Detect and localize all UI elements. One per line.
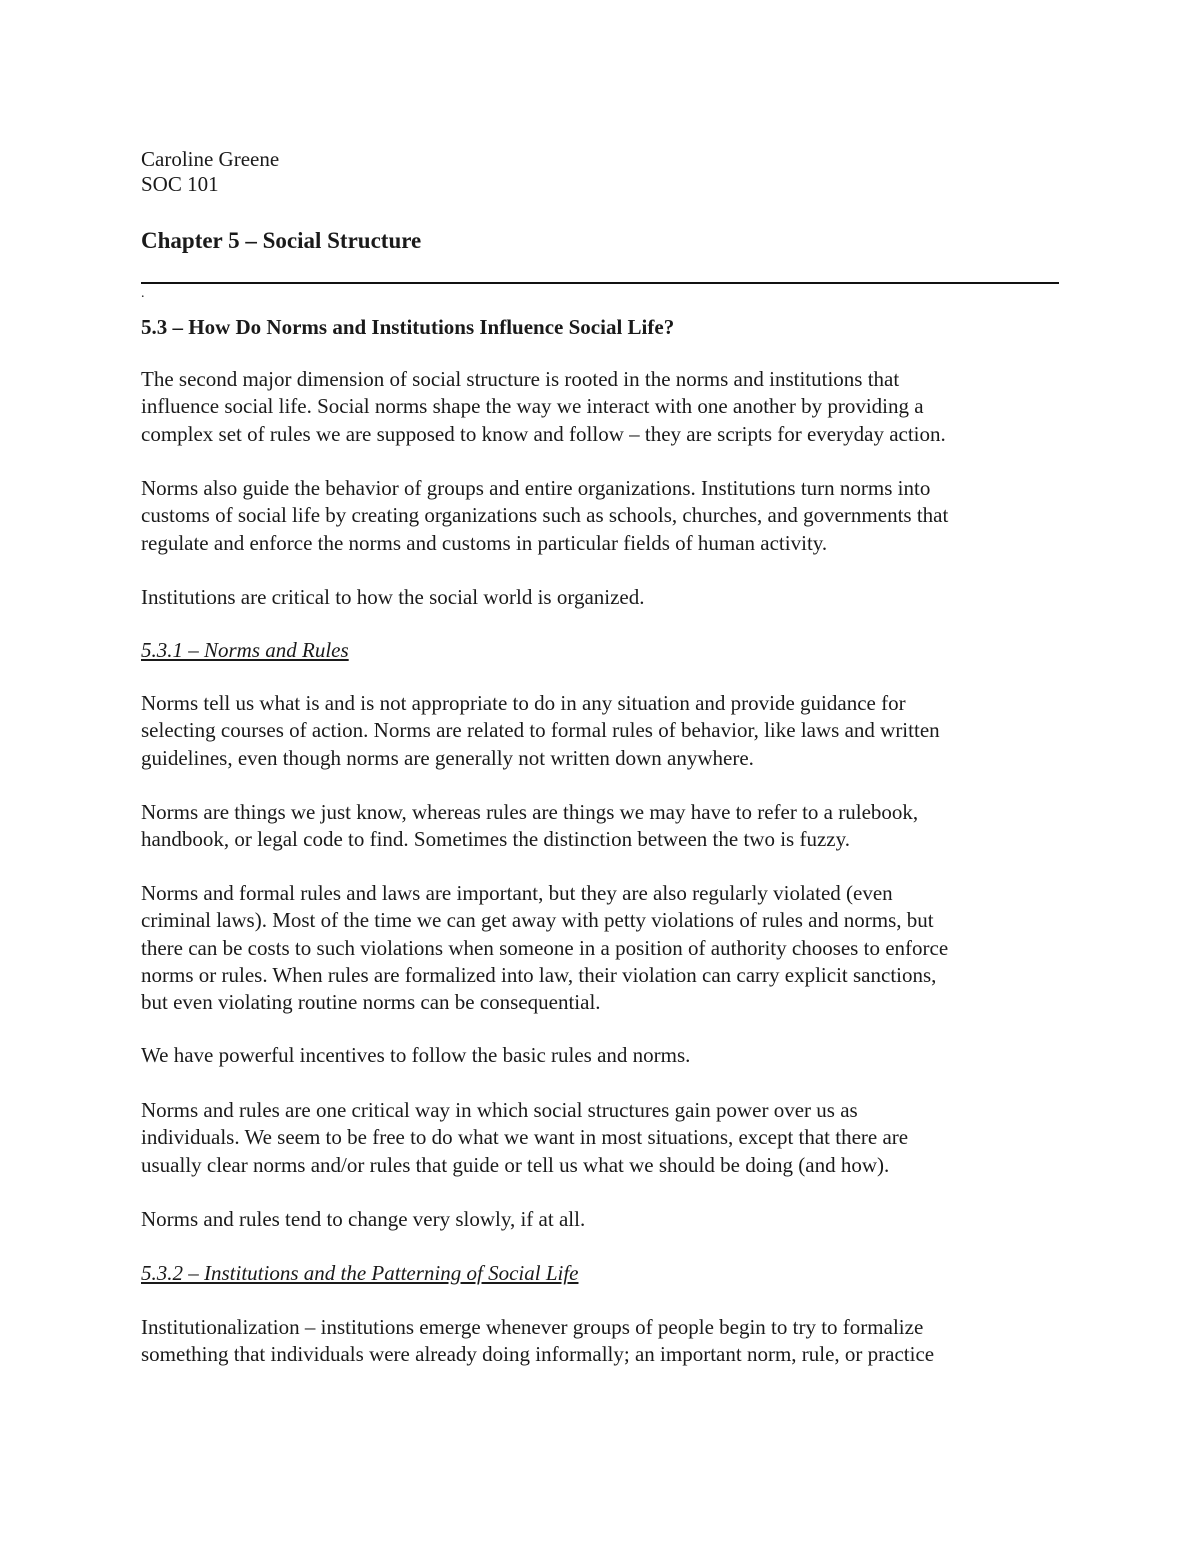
- paragraph-line: something that individuals were already doing informally; an important norm, rule, or practice: [141, 1342, 935, 1367]
- paragraph-8: [141, 1097, 1061, 1179]
- paragraph-line: handbook, or legal code to find. Sometimes the distinction between the two is fuzzy.: [141, 827, 850, 852]
- author-name: Caroline Greene: [141, 147, 280, 171]
- paragraph-10: [141, 1314, 1061, 1369]
- paragraph-line: Institutionalization – institutions emerge whenever groups of people begin to try to formalize: [141, 1315, 924, 1339]
- paragraph-line: individuals. We seem to be free to do what we want in most situations, except that there are: [141, 1125, 909, 1150]
- paragraph-1: [141, 366, 1061, 448]
- paragraph-line: criminal laws). Most of the time we can get away with petty violations of rules and norms, but: [141, 908, 934, 933]
- paragraph-9: [141, 1206, 1061, 1233]
- subsection-heading-institutions: 5.3.2 – Institutions and the Patterning of Social Life: [141, 1261, 579, 1285]
- chapter-title: Chapter 5 – Social Structure: [141, 228, 422, 253]
- paragraph-3: [141, 584, 1061, 611]
- paragraph-line: guidelines, even though norms are generally not written down anywhere.: [141, 745, 754, 770]
- paragraph-line: norms or rules. When rules are formalized into law, their violation can carry explicit sanctions,: [141, 962, 937, 987]
- paragraph-line: influence social life. Social norms shape the way we interact with one another by providing a: [141, 394, 924, 419]
- paragraph-line: usually clear norms and/or rules that guide or tell us what we should be doing (and how).: [141, 1152, 890, 1177]
- paragraph-line: The second major dimension of social structure is rooted in the norms and institutions that: [141, 367, 900, 391]
- paragraph-line: We have powerful incentives to follow the basic rules and norms.: [141, 1043, 691, 1067]
- paragraph-7: [141, 1042, 1061, 1069]
- paragraph-5: [141, 799, 1061, 854]
- paragraph-4: [141, 690, 1061, 772]
- paragraph-line: Norms are things we just know, whereas rules are things we may have to refer to a rulebook,: [141, 800, 919, 824]
- paragraph-line: regulate and enforce the norms and customs in particular fields of human activity.: [141, 530, 828, 555]
- paragraph-line: there can be costs to such violations when someone in a position of authority chooses to enforce: [141, 935, 949, 960]
- paragraph-line: Norms and formal rules and laws are important, but they are also regularly violated (even: [141, 881, 893, 905]
- paragraph-marker: .: [141, 286, 145, 301]
- paragraph-2: [141, 475, 1061, 557]
- paragraph-line: but even violating routine norms can be consequential.: [141, 990, 601, 1015]
- title-divider: [141, 282, 1059, 284]
- paragraph-line: complex set of rules we are supposed to know and follow – they are scripts for everyday action.: [141, 421, 946, 446]
- paragraph-line: Norms and rules tend to change very slowly, if at all.: [141, 1207, 586, 1231]
- subsection-heading-norms-and-rules: 5.3.1 – Norms and Rules: [141, 638, 349, 662]
- paragraph-line: Norms also guide the behavior of groups and entire organizations. Institutions turn norms into: [141, 476, 931, 500]
- section-title: 5.3 – How Do Norms and Institutions Influence Social Life?: [141, 315, 675, 339]
- paragraph-line: customs of social life by creating organizations such as schools, churches, and governments that: [141, 503, 949, 528]
- paragraph-line: selecting courses of action. Norms are related to formal rules of behavior, like laws and written: [141, 718, 940, 743]
- paragraph-line: Institutions are critical to how the social world is organized.: [141, 585, 645, 609]
- paragraph-line: Norms tell us what is and is not appropriate to do in any situation and provide guidance for: [141, 691, 906, 715]
- course-code: SOC 101: [141, 172, 219, 196]
- paragraph-line: Norms and rules are one critical way in which social structures gain power over us as: [141, 1098, 858, 1122]
- paragraph-6: [141, 880, 1061, 1016]
